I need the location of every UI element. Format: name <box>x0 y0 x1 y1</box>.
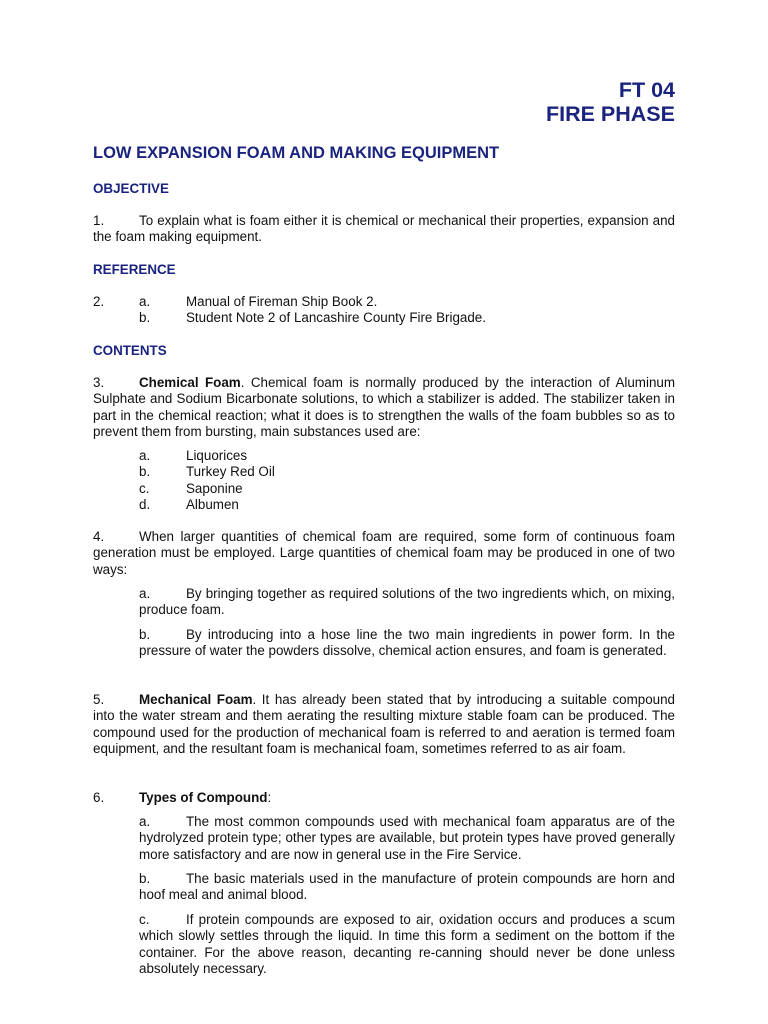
list-text: Albumen <box>186 496 239 512</box>
subparagraph-6a <box>139 814 675 863</box>
subparagraph-4b <box>139 627 675 660</box>
list-letter: a. <box>139 294 151 309</box>
subparagraph-text: The most common compounds used with mechanical foam apparatus are of the hydrolyzed protein type; other types are available, but protein types have proved generally more satisfactory and are now in general use in the Fire Service. <box>139 814 675 862</box>
paragraph-text: When larger quantities of chemical foam are required, some form of continuous foam generation must be employed. Large quantities of chemical foam may be produced in one of two ways: <box>93 529 675 577</box>
list-letter: b. <box>139 464 151 480</box>
paragraph-text: . Chemical foam is normally produced by the interaction of Aluminum Sulphate and Sodium Bicarbonate solutions, to which a stabilizer is added. The stabilizer taken in part in the chemical reaction; what it does is to strengthen the walls of the foam bubbles so as to prevent them from bursting, main substances used are: <box>93 375 675 439</box>
paragraph-number: 1. <box>93 213 105 228</box>
list-item <box>139 481 275 497</box>
subparagraph-letter: b. <box>139 871 151 886</box>
list-letter: a. <box>139 448 151 463</box>
contents-heading: CONTENTS <box>93 343 167 358</box>
paragraph-3 <box>93 375 675 440</box>
reference-heading: REFERENCE <box>93 262 176 277</box>
subparagraph-6c <box>139 912 675 977</box>
paragraph-number: 2. <box>93 294 105 309</box>
subparagraph-letter: a. <box>139 586 151 601</box>
list-text: Turkey Red Oil <box>186 464 275 480</box>
paragraph-5 <box>93 692 675 757</box>
list-letter: c. <box>139 480 150 496</box>
paragraph-colon: : <box>267 790 272 805</box>
paragraph-bold-title: Mechanical Foam <box>139 692 253 707</box>
paragraph-number: 6. <box>93 790 105 805</box>
subparagraph-4a <box>139 586 675 619</box>
paragraph-text: . It has already been stated that by introducing a suitable compound into the water stream and them aerating the resulting mixture stable foam can be produced. The compound used for the production of mechanical foam is referred to and aeration is termed foam equipment, and the resultant foam is mechanical foam, sometimes referred to as air foam. <box>93 692 676 756</box>
list-text: Liquorices <box>186 448 248 463</box>
document-header <box>546 78 675 126</box>
list-item <box>139 294 486 310</box>
paragraph-number: 5. <box>93 692 105 707</box>
paragraph-bold-title: Types of Compound <box>139 790 268 805</box>
paragraph-bold-title: Chemical Foam <box>139 375 241 390</box>
paragraph-number: 3. <box>93 375 105 390</box>
subparagraph-letter: b. <box>139 627 151 642</box>
list-text: Saponine <box>186 480 243 496</box>
list-item <box>139 310 486 326</box>
subparagraph-6b <box>139 871 675 904</box>
list-text: Student Note 2 of Lancashire County Fire Brigade. <box>186 310 486 326</box>
list-letter: d. <box>139 496 151 512</box>
objective-paragraph <box>93 213 675 246</box>
subparagraph-letter: a. <box>139 814 151 829</box>
paragraph-number: 4. <box>93 529 105 544</box>
paragraph-4 <box>93 529 675 578</box>
paragraph-text: To explain what is foam either it is chemical or mechanical their properties, expansion and the foam making equipment. <box>93 213 675 245</box>
list-letter: b. <box>139 310 151 326</box>
page-title: LOW EXPANSION FOAM AND MAKING EQUIPMENT <box>93 144 500 162</box>
list-item <box>139 448 275 464</box>
subparagraph-text: By bringing together as required solutions of the two ingredients which, on mixing, produce foam. <box>139 586 675 618</box>
list-item <box>139 497 275 513</box>
subparagraph-letter: c. <box>139 912 150 927</box>
subparagraph-text: By introducing into a hose line the two main ingredients in power form. In the pressure of water the powders dissolve, chemical action ensures, and foam is generated. <box>139 627 675 659</box>
subparagraph-text: The basic materials used in the manufacture of protein compounds are horn and hoof meal and animal blood. <box>139 871 675 903</box>
reference-list <box>139 294 486 327</box>
paragraph-6 <box>93 790 675 806</box>
list-item <box>139 464 275 480</box>
document-phase: FIRE PHASE <box>545 102 675 126</box>
list-text: Manual of Fireman Ship Book 2. <box>186 294 378 309</box>
substance-list <box>139 448 275 513</box>
document-code: FT 04 <box>618 78 675 102</box>
subparagraph-text: If protein compounds are exposed to air, oxidation occurs and produces a scum which slowly settles through the liquid. In time this form a sediment on the bottom if the container. For the above reason, decanting re-canning should never be done unless absolutely necessary. <box>139 912 675 976</box>
objective-heading: OBJECTIVE <box>93 181 169 196</box>
